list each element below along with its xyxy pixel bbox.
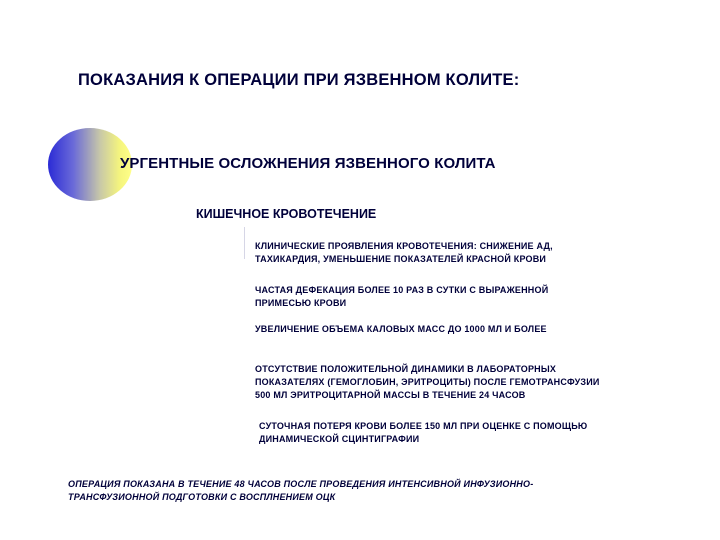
list-item	[255, 240, 553, 266]
list-item-line: ТАХИКАРДИЯ, УМЕНЬШЕНИЕ ПОКАЗАТЕЛЕЙ КРАСНОЙ КРОВИ	[255, 254, 547, 264]
list-item-line: 500 МЛ ЭРИТРОЦИТАРНОЙ МАССЫ В ТЕЧЕНИЕ 24 ЧАСОВ	[255, 390, 526, 400]
slide-title: ПОКАЗАНИЯ К ОПЕРАЦИИ ПРИ ЯЗВЕННОМ КОЛИТЕ:	[78, 71, 520, 89]
footer-note	[68, 478, 533, 504]
divider-line	[244, 227, 245, 259]
list-item-line: КЛИНИЧЕСКИЕ ПРОЯВЛЕНИЯ КРОВОТЕЧЕНИЯ: СНИЖЕНИЕ АД,	[255, 241, 553, 251]
list-item-line: УВЕЛИЧЕНИЕ ОБЪЕМА КАЛОВЫХ МАСС ДО 1000 МЛ И БОЛЕЕ	[255, 324, 547, 334]
footer-line: ТРАНСФУЗИОННОЙ ПОДГОТОВКИ С ВОСПЛНЕНИЕМ ОЦК	[68, 492, 336, 502]
list-item-line: ОТСУТСТВИЕ ПОЛОЖИТЕЛЬНОЙ ДИНАМИКИ В ЛАБОРАТОРНЫХ	[255, 364, 557, 374]
footer-line: ОПЕРАЦИЯ ПОКАЗАНА В ТЕЧЕНИЕ 48 ЧАСОВ ПОСЛЕ ПРОВЕДЕНИЯ ИНТЕНСИВНОЙ ИНФУЗИОННО-	[68, 479, 534, 489]
list-item	[255, 323, 547, 336]
list-item-line: СУТОЧНАЯ ПОТЕРЯ КРОВИ БОЛЕЕ 150 МЛ ПРИ ОЦЕНКЕ С ПОМОЩЬЮ	[259, 421, 588, 431]
list-item	[255, 363, 600, 402]
list-item	[259, 420, 587, 446]
slide-subtitle: УРГЕНТНЫЕ ОСЛОЖНЕНИЯ ЯЗВЕННОГО КОЛИТА	[120, 155, 496, 172]
list-item-line: ДИНАМИЧЕСКОЙ СЦИНТИГРАФИИ	[259, 434, 420, 444]
list-item-line: ПОКАЗАТЕЛЯХ (ГЕМОГЛОБИН, ЭРИТРОЦИТЫ) ПОСЛЕ ГЕМОТРАНСФУЗИИ	[255, 377, 600, 387]
list-item-line: ПРИМЕСЬЮ КРОВИ	[255, 298, 347, 308]
list-item-line: ЧАСТАЯ ДЕФЕКАЦИЯ БОЛЕЕ 10 РАЗ В СУТКИ С ВЫРАЖЕННОЙ	[255, 285, 549, 295]
list-item	[255, 284, 548, 310]
section-heading: КИШЕЧНОЕ КРОВОТЕЧЕНИЕ	[196, 207, 377, 221]
